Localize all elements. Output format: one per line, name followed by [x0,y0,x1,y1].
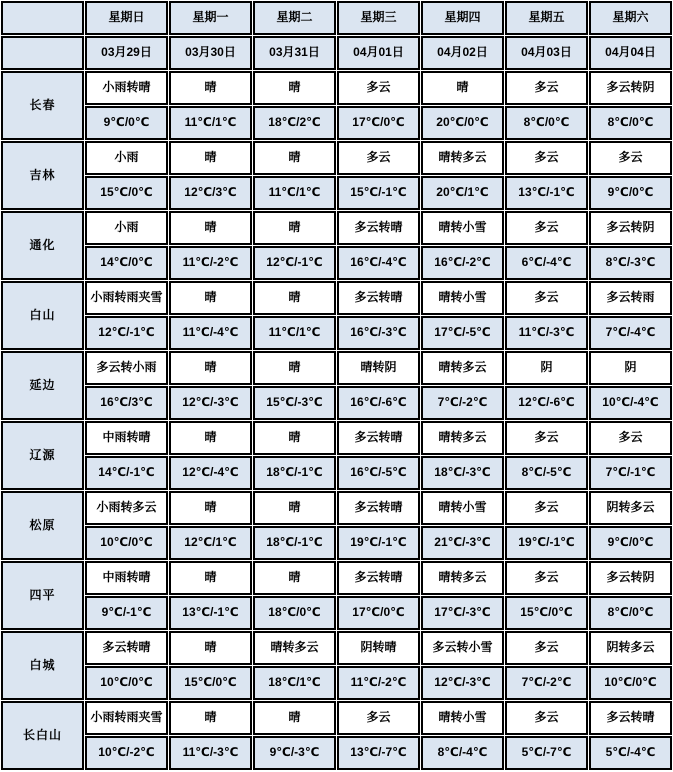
weather-condition-cell: 多云 [505,491,588,525]
temperature-cell: 16℃/-3℃ [337,316,420,350]
weather-condition-cell: 晴 [169,421,252,455]
weather-condition-cell: 晴 [253,141,336,175]
weather-condition-cell: 多云 [505,631,588,665]
temperature-cell: 10℃/-2℃ [85,736,168,770]
temperature-cell: 12℃/3℃ [169,176,252,210]
temperature-cell: 8℃/0℃ [589,106,672,140]
temperature-cell: 20℃/1℃ [421,176,504,210]
weather-condition-cell: 中雨转晴 [85,421,168,455]
date-header-cell: 03月29日 [85,36,168,70]
weather-condition-cell: 多云转晴 [337,561,420,595]
weather-condition-cell: 多云转晴 [337,281,420,315]
temperature-cell: 11℃/-2℃ [337,666,420,700]
temperature-cell: 16℃/-2℃ [421,246,504,280]
temperature-cell: 13℃/-1℃ [169,596,252,630]
weather-condition-cell: 晴转多云 [421,561,504,595]
weather-condition-cell: 阴转多云 [589,631,672,665]
date-header-cell: 03月31日 [253,36,336,70]
date-header-cell: 03月30日 [169,36,252,70]
weather-condition-cell: 晴转多云 [421,141,504,175]
temperature-cell: 10℃/0℃ [85,666,168,700]
temperature-cell: 10℃/-4℃ [589,386,672,420]
weather-condition-cell: 晴转阴 [337,351,420,385]
weather-condition-cell: 多云 [337,701,420,735]
temperature-cell: 7℃/-2℃ [505,666,588,700]
temperature-cell: 19℃/-1℃ [505,526,588,560]
weather-condition-cell: 多云 [337,141,420,175]
weather-condition-cell: 多云转晴 [85,631,168,665]
weather-condition-cell: 多云 [505,141,588,175]
temperature-cell: 13℃/-1℃ [505,176,588,210]
weather-condition-cell: 多云 [505,421,588,455]
weather-condition-cell: 晴 [253,351,336,385]
city-name-cell: 通化 [1,211,84,280]
weather-condition-cell: 晴 [253,701,336,735]
weather-condition-cell: 多云 [505,211,588,245]
temperature-cell: 11℃/-4℃ [169,316,252,350]
temperature-cell: 5℃/-7℃ [505,736,588,770]
weather-condition-cell: 晴 [253,71,336,105]
weather-condition-cell: 中雨转晴 [85,561,168,595]
weather-condition-cell: 多云 [589,421,672,455]
temperature-cell: 9℃/0℃ [589,526,672,560]
temperature-cell: 14℃/0℃ [85,246,168,280]
temperature-cell: 11℃/1℃ [253,176,336,210]
temperature-cell: 7℃/-4℃ [589,316,672,350]
temperature-cell: 8℃/0℃ [589,596,672,630]
weather-condition-cell: 多云转小雪 [421,631,504,665]
temperature-cell: 11℃/1℃ [253,316,336,350]
weather-condition-cell: 晴 [253,281,336,315]
temperature-cell: 11℃/-2℃ [169,246,252,280]
temperature-cell: 18℃/-1℃ [253,456,336,490]
weather-condition-cell: 多云转晴 [589,701,672,735]
temperature-cell: 18℃/-3℃ [421,456,504,490]
weekday-header-cell: 星期一 [169,1,252,35]
weekday-header-cell: 星期五 [505,1,588,35]
temperature-cell: 15℃/-3℃ [253,386,336,420]
weather-condition-cell: 晴 [253,491,336,525]
temperature-cell: 13℃/-7℃ [337,736,420,770]
temperature-cell: 18℃/1℃ [253,666,336,700]
weather-condition-cell: 多云转小雨 [85,351,168,385]
temperature-cell: 16℃/3℃ [85,386,168,420]
weather-condition-cell: 多云 [589,141,672,175]
temperature-cell: 8℃/-4℃ [421,736,504,770]
weather-condition-cell: 晴 [169,701,252,735]
temperature-cell: 11℃/-3℃ [169,736,252,770]
weather-condition-cell: 多云转阴 [589,561,672,595]
weather-condition-cell: 多云转雨 [589,281,672,315]
city-name-cell: 辽源 [1,421,84,490]
weather-condition-cell: 小雨转雨夹雪 [85,281,168,315]
weather-condition-cell: 晴 [421,71,504,105]
weekday-header-cell: 星期二 [253,1,336,35]
temperature-cell: 21℃/-3℃ [421,526,504,560]
city-name-cell: 长白山 [1,701,84,770]
temperature-cell: 12℃/-1℃ [85,316,168,350]
city-name-cell: 延边 [1,351,84,420]
weather-condition-cell: 多云转晴 [337,491,420,525]
temperature-cell: 12℃/-6℃ [505,386,588,420]
weather-condition-cell: 晴 [169,281,252,315]
weekday-header-cell: 星期三 [337,1,420,35]
weather-condition-cell: 晴转小雪 [421,281,504,315]
temperature-cell: 7℃/-1℃ [589,456,672,490]
weather-condition-cell: 多云转阴 [589,71,672,105]
weather-condition-cell: 晴转多云 [253,631,336,665]
temperature-cell: 18℃/2℃ [253,106,336,140]
temperature-cell: 15℃/0℃ [169,666,252,700]
temperature-cell: 9℃/0℃ [589,176,672,210]
temperature-cell: 16℃/-4℃ [337,246,420,280]
weather-condition-cell: 多云 [505,71,588,105]
weather-condition-cell: 晴 [169,561,252,595]
temperature-cell: 15℃/-1℃ [337,176,420,210]
weather-condition-cell: 小雨转晴 [85,71,168,105]
temperature-cell: 10℃/0℃ [589,666,672,700]
city-name-cell: 松原 [1,491,84,560]
temperature-cell: 16℃/-6℃ [337,386,420,420]
weather-condition-cell: 小雨转多云 [85,491,168,525]
temperature-cell: 9℃/-1℃ [85,596,168,630]
temperature-cell: 8℃/0℃ [505,106,588,140]
weather-condition-cell: 小雨 [85,211,168,245]
temperature-cell: 12℃/-4℃ [169,456,252,490]
weather-condition-cell: 晴 [169,71,252,105]
weather-condition-cell: 多云 [337,71,420,105]
weather-condition-cell: 阴转晴 [337,631,420,665]
weather-condition-cell: 晴转小雪 [421,701,504,735]
weather-condition-cell: 晴 [169,141,252,175]
temperature-cell: 8℃/-3℃ [589,246,672,280]
temperature-cell: 19℃/-1℃ [337,526,420,560]
city-name-cell: 四平 [1,561,84,630]
temperature-cell: 18℃/-1℃ [253,526,336,560]
temperature-cell: 18℃/0℃ [253,596,336,630]
temperature-cell: 16℃/-5℃ [337,456,420,490]
weather-condition-cell: 晴转小雪 [421,211,504,245]
temperature-cell: 7℃/-2℃ [421,386,504,420]
temperature-cell: 12℃/1℃ [169,526,252,560]
weather-condition-cell: 阴转多云 [589,491,672,525]
city-name-cell: 白城 [1,631,84,700]
temperature-cell: 9℃/-3℃ [253,736,336,770]
weather-table-body [1,1,672,770]
date-header-cell: 04月04日 [589,36,672,70]
temperature-cell: 8℃/-5℃ [505,456,588,490]
temperature-cell: 11℃/-3℃ [505,316,588,350]
date-header-cell: 04月02日 [421,36,504,70]
weather-condition-cell: 多云 [505,281,588,315]
temperature-cell: 5℃/-4℃ [589,736,672,770]
temperature-cell: 12℃/-1℃ [253,246,336,280]
weather-condition-cell: 多云转晴 [337,421,420,455]
temperature-cell: 15℃/0℃ [85,176,168,210]
weather-condition-cell: 晴 [253,421,336,455]
weather-condition-cell: 晴 [169,211,252,245]
weather-condition-cell: 多云 [505,561,588,595]
city-name-cell: 白山 [1,281,84,350]
temperature-cell: 17℃/-5℃ [421,316,504,350]
city-name-cell: 长春 [1,71,84,140]
temperature-cell: 12℃/-3℃ [169,386,252,420]
city-name-cell: 吉林 [1,141,84,210]
weather-condition-cell: 晴 [169,351,252,385]
temperature-cell: 12℃/-3℃ [421,666,504,700]
weather-condition-cell: 阴 [589,351,672,385]
weather-condition-cell: 晴转多云 [421,351,504,385]
temperature-cell: 9℃/0℃ [85,106,168,140]
weekday-header-cell: 星期四 [421,1,504,35]
temperature-cell: 11℃/1℃ [169,106,252,140]
weather-condition-cell: 晴转多云 [421,421,504,455]
weather-condition-cell: 小雨 [85,141,168,175]
temperature-cell: 10℃/0℃ [85,526,168,560]
temperature-cell: 15℃/0℃ [505,596,588,630]
weather-condition-cell: 小雨转雨夹雪 [85,701,168,735]
temperature-cell: 17℃/0℃ [337,106,420,140]
date-header-cell: 04月01日 [337,36,420,70]
weather-condition-cell: 多云 [505,701,588,735]
temperature-cell: 17℃/0℃ [337,596,420,630]
corner-cell-dates [1,36,84,70]
temperature-cell: 20℃/0℃ [421,106,504,140]
weekday-header-cell: 星期日 [85,1,168,35]
temperature-cell: 14℃/-1℃ [85,456,168,490]
temperature-cell: 17℃/-3℃ [421,596,504,630]
weather-condition-cell: 晴 [169,491,252,525]
weather-condition-cell: 晴 [253,211,336,245]
weather-condition-cell: 多云转晴 [337,211,420,245]
weather-condition-cell: 晴 [169,631,252,665]
date-header-cell: 04月03日 [505,36,588,70]
weather-condition-cell: 阴 [505,351,588,385]
weather-condition-cell: 多云转阴 [589,211,672,245]
weekday-header-cell: 星期六 [589,1,672,35]
weather-condition-cell: 晴转小雪 [421,491,504,525]
temperature-cell: 6℃/-4℃ [505,246,588,280]
corner-cell-top [1,1,84,35]
weather-condition-cell: 晴 [253,561,336,595]
